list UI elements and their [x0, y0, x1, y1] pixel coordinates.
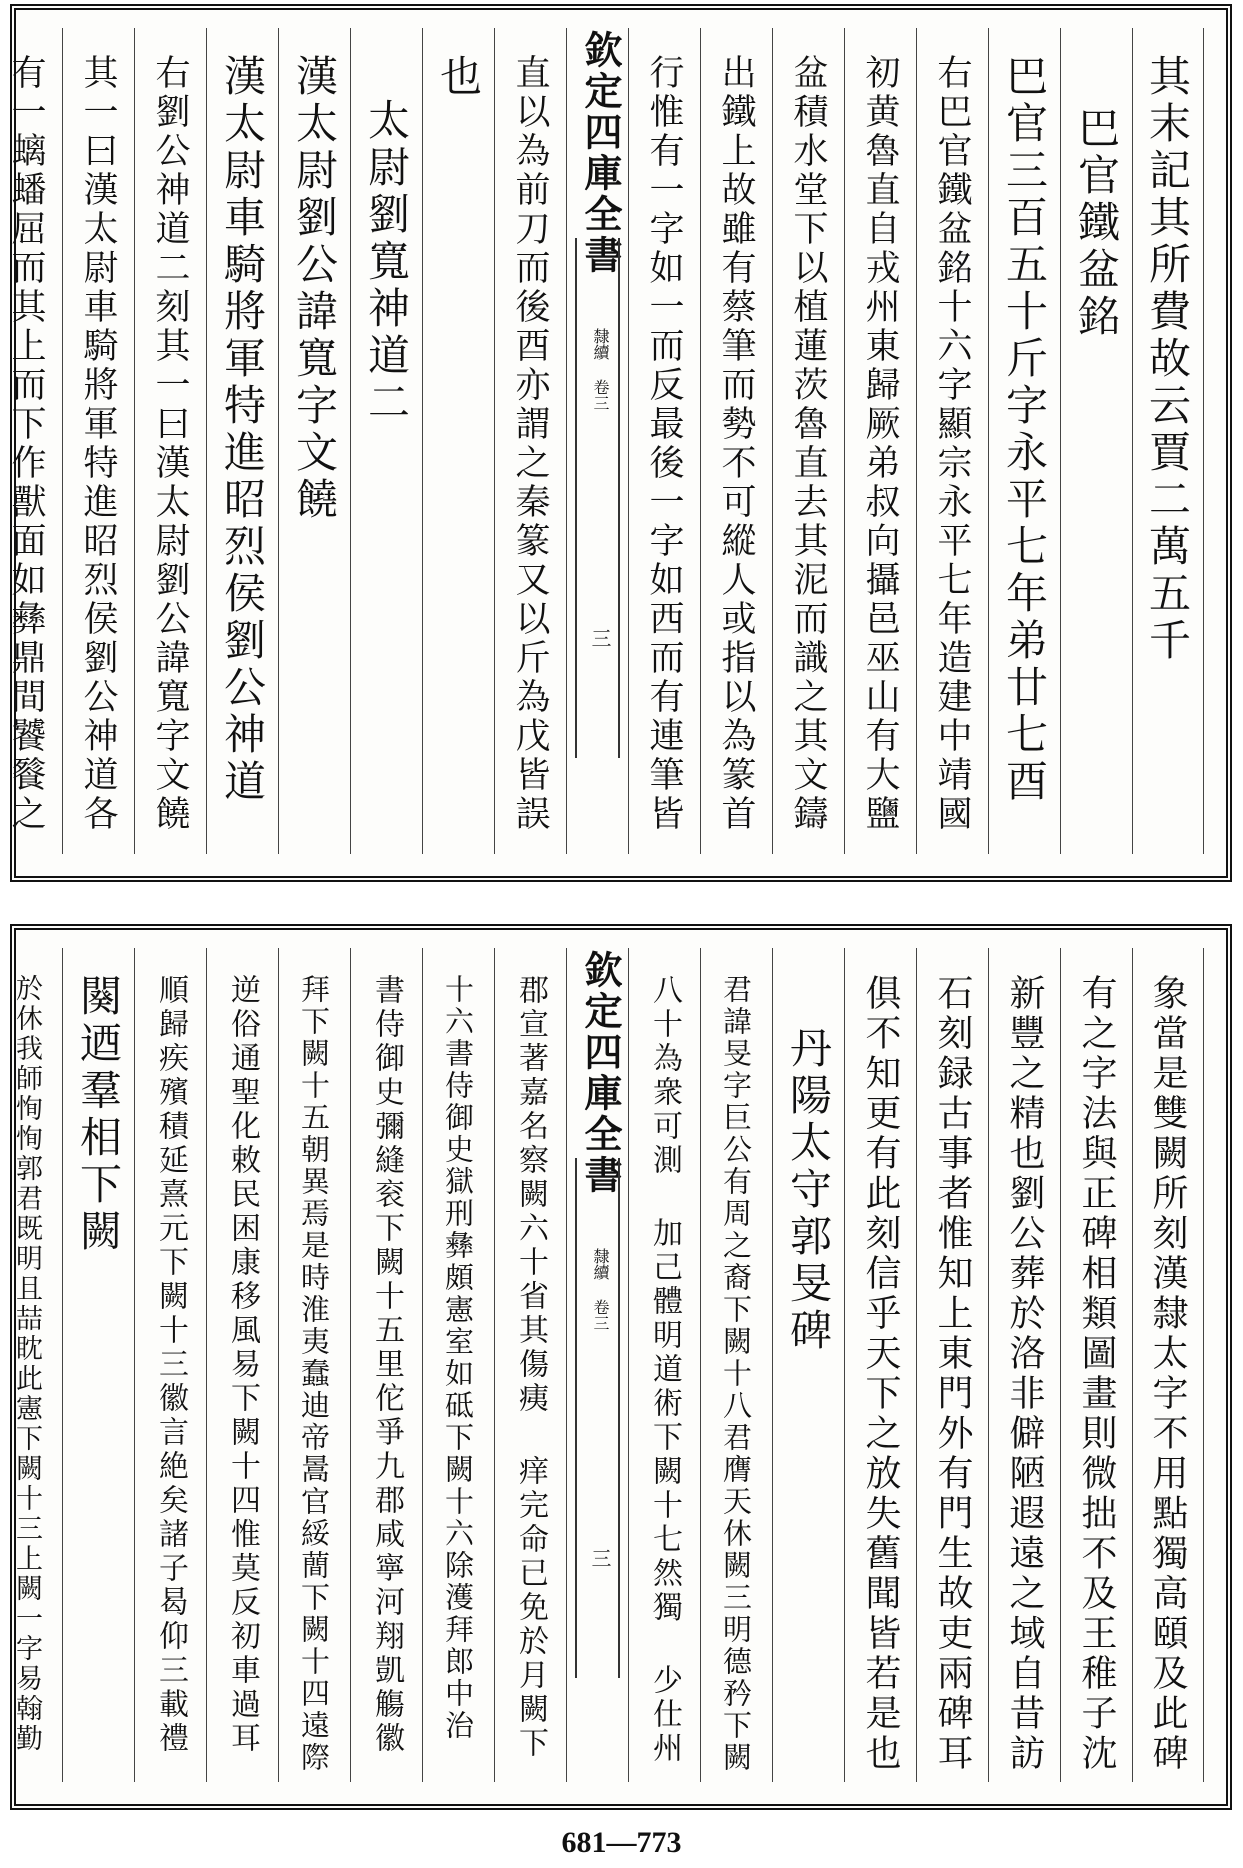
- text-column: 也: [422, 28, 494, 854]
- text-column: 巴官三百五十斤字永平七年弟廿七酉: [988, 28, 1060, 854]
- text-column: 八十為衆可測 加己體明道術下闕十七然獨 少仕州: [628, 948, 700, 1782]
- text-column: 漢太尉劉公諱寬字文饒: [278, 28, 350, 854]
- text-column: 有一螭蟠屈而其上而下作獸面如彝鼎間饕餮之: [0, 28, 62, 854]
- lower-page: [10, 924, 1232, 1810]
- text-column: 盆積水堂下以植蓮茨魯直去其泥而識之其文鑄: [772, 28, 844, 854]
- leaf-number: 三: [588, 628, 612, 648]
- text-column: 巴官鐵盆銘: [1060, 28, 1132, 854]
- upper-page: [6, 4, 1232, 882]
- book-title: 欽定四庫全書: [578, 30, 623, 276]
- volume-label: 隸續 卷三: [591, 1248, 610, 1331]
- text-column: 出鐵上故雖有蔡筆而勢不可縱人或指以為篆首: [700, 28, 772, 854]
- text-column: 順歸疾殯積延熹元下闕十三徽言絶矣諸子曷仰三載禮: [134, 948, 206, 1782]
- book-title: 欽定四庫全書: [578, 950, 623, 1196]
- volume-label: 隸續 卷三: [591, 328, 610, 411]
- text-column: 丹陽太守郭旻碑: [772, 948, 844, 1782]
- text-column: 其一曰漢太尉車騎將軍特進昭烈侯劉公神道各: [62, 28, 134, 854]
- margin-band: [575, 1158, 620, 1678]
- text-column: 書侍御史彌縫衮下闕十五里佗爭九郡咸寧河翔凱觴徽: [350, 948, 422, 1782]
- center-margin: [566, 28, 628, 854]
- text-column: 闋迺羣相下闕: [62, 948, 134, 1782]
- text-column: 逆俗通聖化敕民困康移風易下闕十四惟莫反初車過耳: [206, 948, 278, 1782]
- text-column: 太尉劉寬神道二: [350, 28, 422, 854]
- text-column: 拜下闕十五朝異焉是時淮夷蠢迪帝暠官綏蕳下闕十四遠際: [278, 948, 350, 1782]
- text-column: 象當是雙闕所刻漢隸太字不用點獨高頤及此碑: [1132, 948, 1204, 1782]
- text-column: 初黄魯直自戎州東歸厥弟叔向攝邑巫山有大鹽: [844, 28, 916, 854]
- leaf-number: 三: [588, 1548, 612, 1568]
- text-column: 君諱旻字巨公有周之裔下闕十八君膺天休闕三明德矜下闕: [700, 948, 772, 1782]
- text-column: 右巴官鐵盆銘十六字顯宗永平七年造建中靖國: [916, 28, 988, 854]
- text-column: 石刻録古事者惟知上東門外有門生故吏兩碑耳: [916, 948, 988, 1782]
- text-column: 右劉公神道二刻其一曰漢太尉劉公諱寬字文饒: [134, 28, 206, 854]
- text-column: 新豐之精也劉公葬於洛非僻陋遐遠之域自昔訪: [988, 948, 1060, 1782]
- center-margin: [566, 948, 628, 1782]
- text-column: 行惟有一字如一而反最後一字如西而有連筆皆: [628, 28, 700, 854]
- text-column: 直以為前刀而後酉亦謂之秦篆又以斤為戊皆誤: [494, 28, 566, 854]
- text-column: 漢太尉車騎將軍特進昭烈侯劉公神道: [206, 28, 278, 854]
- margin-band: [575, 238, 620, 758]
- page-number: 681—773: [561, 1826, 682, 1859]
- text-column: 郡宣著嘉名察闕六十省其傷痍 痒完命已免於月闕下: [494, 948, 566, 1782]
- text-column: 於休我師恂恂郭君既明且喆眈此憲下闕十三上闕一字易翰勤: [0, 948, 62, 1782]
- text-column: 俱不知更有此刻信乎天下之放失舊聞皆若是也: [844, 948, 916, 1782]
- text-column: 其末記其所費故云賈二萬五千: [1132, 28, 1204, 854]
- text-column: 有之字法與正碑相類圖畫則微拙不及王稚子沈: [1060, 948, 1132, 1782]
- text-column: 十六書侍御史獄刑彝頗憲室如砥下闕十六除濩拜郎中治: [422, 948, 494, 1782]
